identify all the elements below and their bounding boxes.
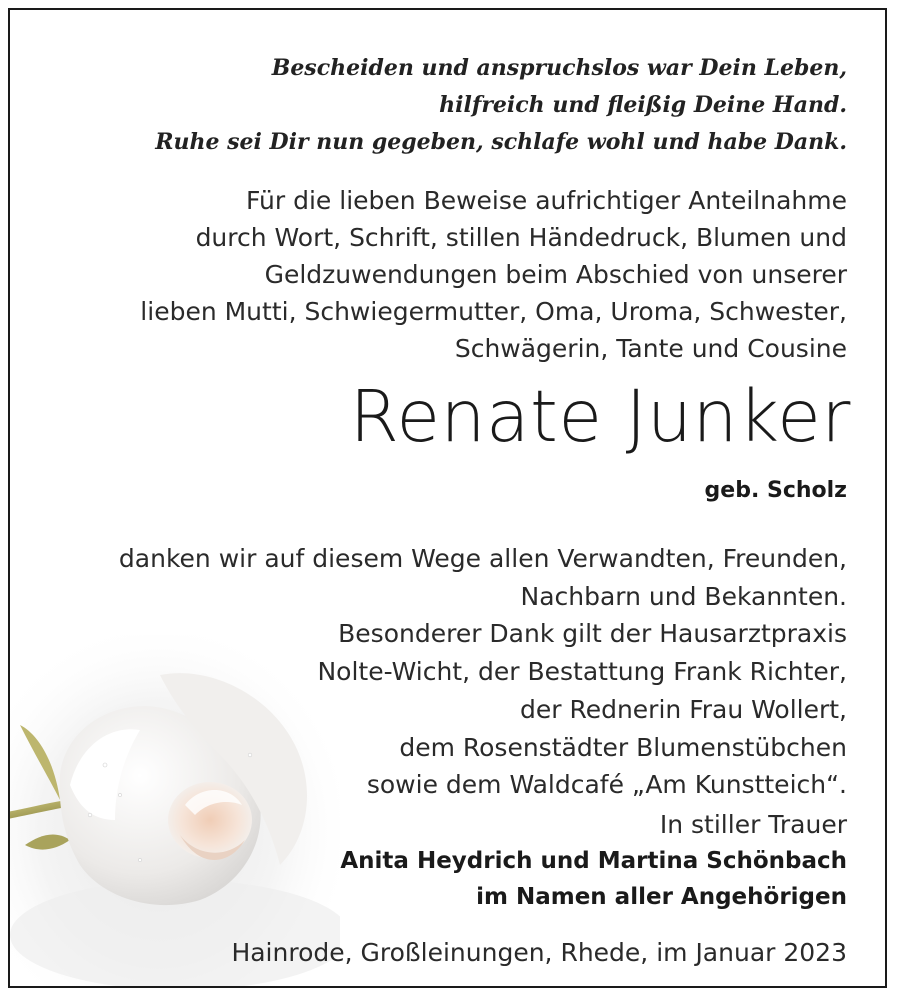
intro-text — [140, 182, 847, 367]
thanks-line: Nolte-Wicht, der Bestattung Frank Richter, — [317, 657, 847, 687]
mourning-text: In stiller Trauer — [659, 810, 847, 839]
poem-line: Ruhe sei Dir nun gegeben, schlafe wohl und habe Dank. — [155, 129, 847, 155]
thanks-text — [119, 540, 847, 804]
intro-line: Schwägerin, Tante und Cousine — [454, 334, 847, 363]
thanks-line: dem Rosenstädter Blumenstübchen — [399, 732, 847, 762]
intro-line: Geldzuwendungen beim Abschied von unserer — [264, 260, 847, 289]
signer-line: im Namen aller Angehörigen — [476, 884, 847, 910]
thanks-line: der Rednerin Frau Wollert, — [519, 694, 847, 724]
obituary-notice — [8, 8, 887, 988]
signers — [340, 843, 847, 915]
intro-line: durch Wort, Schrift, stillen Händedruck, Blumen und — [195, 223, 847, 252]
intro-line: Für die lieben Beweise aufrichtiger Anteilnahme — [246, 186, 847, 215]
poem-line: Bescheiden und anspruchslos war Dein Leben, — [271, 55, 847, 81]
intro-line: lieben Mutti, Schwiegermutter, Oma, Uroma, Schwester, — [140, 297, 847, 326]
thanks-line: danken wir auf diesem Wege allen Verwandten, Freunden, — [118, 544, 847, 573]
thanks-line: sowie dem Waldcafé „Am Kunstteich“. — [366, 770, 847, 800]
birth-name: geb. Scholz — [704, 478, 847, 503]
memorial-poem — [155, 50, 847, 161]
thanks-line: Besonderer Dank gilt der Hausarztpraxis — [338, 619, 847, 649]
signer-line: Anita Heydrich und Martina Schönbach — [340, 848, 847, 874]
thanks-line: Nachbarn und Bekannten. — [520, 581, 847, 611]
place-date: Hainrode, Großleinungen, Rhede, im Januar 2023 — [231, 938, 847, 967]
deceased-name: Renate Junker — [349, 375, 851, 458]
poem-line: hilfreich und fleißig Deine Hand. — [439, 92, 847, 118]
